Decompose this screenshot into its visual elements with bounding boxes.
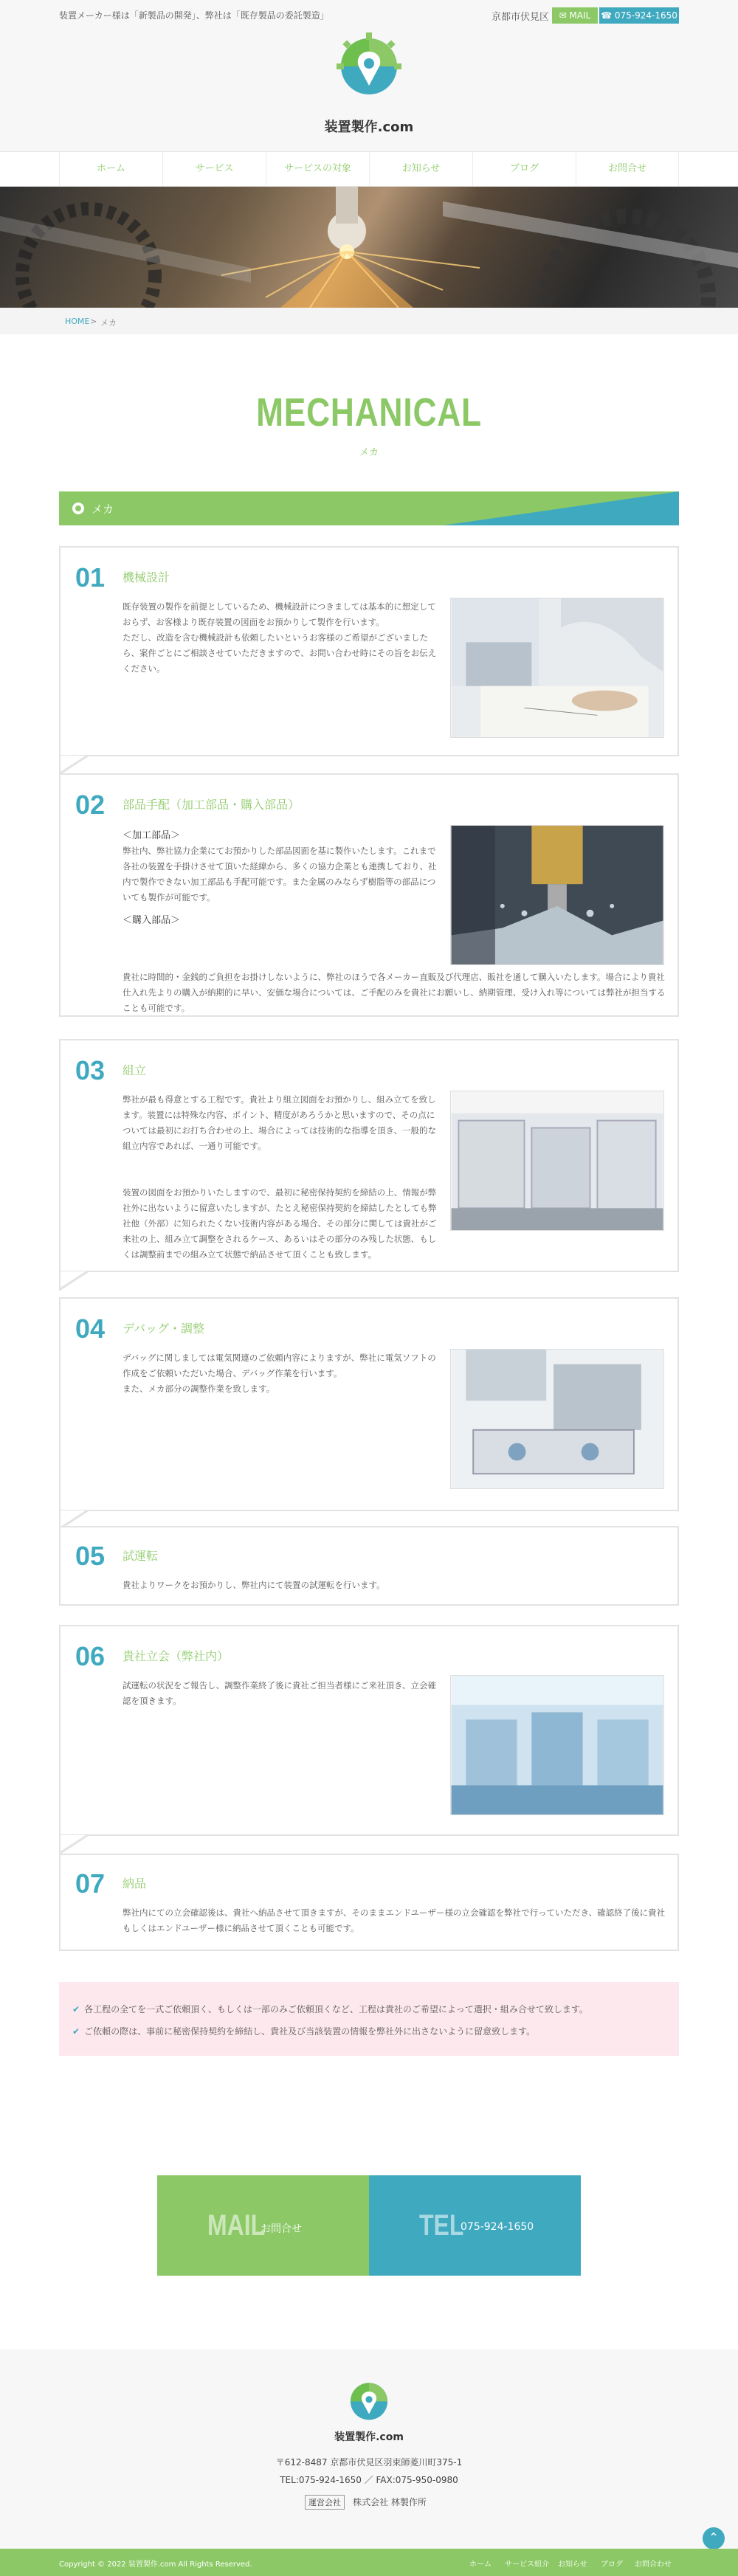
step-number: 06 [75, 1641, 106, 1671]
step-number: 01 [75, 562, 106, 593]
process-card-01 [59, 546, 679, 756]
step-title: 部品手配（加工部品・購入部品） [123, 798, 300, 812]
machining-photo [450, 825, 664, 965]
process-card-02 [59, 773, 679, 1017]
nav-service-targets[interactable]: サービスの対象 [266, 152, 369, 186]
breadcrumb-current: メカ [100, 318, 117, 328]
operator-name: 株式会社 林製作所 [353, 2497, 427, 2507]
step-title: デバッグ・調整 [123, 1322, 205, 1336]
phone-icon: ☎ [601, 10, 615, 21]
design-work-photo [450, 598, 664, 738]
factory-robot-photo [450, 1675, 664, 1815]
mail-button-label: MAIL [569, 10, 591, 21]
mail-button[interactable] [552, 7, 598, 24]
cta-tel-small: 075-924-1650 [461, 2221, 534, 2233]
step-text: 既存装置の製作を前提としているため、機械設計につきましては基本的に想定しておらず、お客様より既存装置の図面をお預かりして製作を行います。 ただし、改造を含む機械設計も依頼したいというお客様のご希望がございましたら、案件ごとにご相談させていただきますので、お問い合わせ時にその旨をお伝えください。 [123, 601, 437, 674]
footer-link-blog[interactable]: ブログ [601, 2561, 623, 2569]
footer-tel-fax: TEL:075-924-1650 ／ FAX:075-950-0980 [280, 2475, 458, 2485]
nav-home[interactable]: ホーム [59, 152, 162, 186]
cta-tel-big: TEL [419, 2209, 464, 2242]
process-card-03 [59, 1039, 679, 1272]
process-card-05 [59, 1526, 679, 1606]
operator-label: 運営会社 [305, 2495, 345, 2510]
tel-button-label: 075-924-1650 [614, 10, 677, 21]
page-subtitle: メカ [359, 447, 379, 458]
step-number: 02 [75, 790, 106, 820]
debug-equipment-photo [450, 1349, 664, 1489]
hero-image [0, 187, 738, 308]
mail-contact-button[interactable] [157, 2175, 369, 2276]
footer-link-home[interactable]: ホーム [469, 2561, 492, 2569]
step-number: 03 [75, 1055, 106, 1085]
step-text: 試運転の状況をご報告し、調整作業終了後に貴社ご担当者様にご来社頂き、立会確認を頂きます。 [123, 1680, 437, 1706]
footer-operator [305, 2494, 427, 2510]
chevron-up-icon[interactable]: ⌃ [703, 2527, 725, 2549]
cta-mail-small: お問合せ [261, 2223, 302, 2235]
breadcrumb-home[interactable]: HOME [65, 317, 90, 326]
step-text: デバッグに関しましては電気関連のご依頼内容によりますが、弊社に電気ソフトの作成をご依頼いただいた場合、デバッグ作業を行います。 また、メカ部分の調整作業を致します。 [123, 1353, 436, 1394]
footer-link-news[interactable]: お知らせ [558, 2561, 587, 2569]
check-icon: ✔ [72, 2004, 80, 2014]
step-title: 納品 [123, 1876, 147, 1890]
copyright: Copyright © 2022 装置製作.com All Rights Reserved. [59, 2561, 252, 2569]
tel-button[interactable] [599, 7, 679, 24]
site-logo[interactable] [332, 32, 406, 106]
nav-services[interactable]: サービス [162, 152, 266, 186]
footer-bottom-bar [0, 2549, 738, 2576]
notice-box [59, 1982, 679, 2056]
step-title: 試運転 [123, 1549, 159, 1563]
step-title: 組立 [123, 1063, 147, 1077]
tel-contact-button[interactable] [369, 2175, 581, 2276]
step-number: 07 [75, 1868, 106, 1899]
step-text: 貴社よりワークをお預かりし、弊社内にて装置の試運転を行います。 [123, 1580, 385, 1590]
step-text: 弊社内にての立会確認後は、貴社へ納品させて頂きますが、そのままエンドユーザー様の立会確認を弊社で行っていただき、確認終了後に貴社もしくはエンドユーザー様に納品させて頂くことも可能です。 [123, 1907, 666, 1933]
step-text-second: 装置の図面をお預かりいたしますので、最初に秘密保持契約を締結の上、情報が弊社外に出ないように留意いたしますが、たとえ秘密保持契約を締結したとしても弊社他（外部）に知られたくない技術内容がある場合、その部分に関しては貴社がご来社の上、組み立て調整をされるケース、あるいはその部分のみ残した状態、もしくは調整前までの組み立て状態で納品させて頂くことも致します。 [123, 1187, 437, 1260]
step-title: 貴社立会（弊社内） [123, 1649, 230, 1663]
check-icon: ✔ [72, 2026, 80, 2037]
step-text: 弊社が最も得意とする工程です。貴社より組立図面をお預かりし、組み立てを致します。装置には特殊な内容、ポイント、精度があろうかと思いますので、その点については最初にお打ち合わせの上、場合によっては技術的な指導を頂き、一般的な組立内容であれば、一通り可能です。 [123, 1094, 437, 1151]
nav-blog[interactable]: ブログ [472, 152, 576, 186]
logo-text: 装置製作.com [324, 120, 414, 135]
nav-news[interactable]: お知らせ [369, 152, 472, 186]
site-header [0, 0, 738, 151]
footer-link-services[interactable]: サービス紹介 [505, 2561, 549, 2569]
header-location: 京都市伏見区 [492, 12, 550, 23]
main-nav [0, 151, 738, 187]
circle-bullet-icon [72, 503, 84, 514]
nav-contact[interactable]: お問合せ [576, 152, 679, 186]
footer-address: 〒612-8487 京都市伏見区羽束師菱川町375-1 [275, 2457, 463, 2468]
process-card-07 [59, 1854, 679, 1951]
footer-logo-text: 装置製作.com [334, 2431, 404, 2443]
section-label: メカ [92, 503, 114, 516]
breadcrumb [0, 308, 738, 334]
step-number: 05 [75, 1541, 106, 1571]
footer-link-contact[interactable]: お問合わせ [635, 2561, 672, 2569]
cta-mail-big: MAIL [207, 2209, 266, 2242]
envelope-icon: ✉ [559, 10, 570, 21]
step-number: 04 [75, 1313, 106, 1344]
page-title: MECHANICAL [256, 390, 482, 435]
section-header-bar [59, 491, 679, 525]
site-footer [0, 2349, 738, 2549]
assembly-line-photo [450, 1091, 664, 1231]
breadcrumb-separator: > [90, 317, 97, 326]
notice-item: ✔ 各工程の全てを一式ご依頼頂く、もしくは一部のみご依頼頂くなど、工程は貴社のご希望によって選択・組み合せて致します。 [72, 2004, 588, 2014]
step-title: 機械設計 [123, 570, 170, 584]
step-text-continued: 貴社に時間的・金銭的ご負担をお掛けしないように、弊社のほうで各メーカー直販及び代理店、販社を通して購入いたします。場合により貴社仕入れ先よりの購入が納期的に早い、安価な場合については、ご手配のみを貴社にお願いし、納期管理、受け入れ等については弊社が担当することも可能です。 [123, 972, 666, 1013]
notice-item: ✔ ご依頼の際は、事前に秘密保持契約を締結し、貴社及び当該装置の情報を弊社外に出さないように留意致します。 [72, 2026, 536, 2037]
header-tagline: 装置メーカー様は「新製品の開発」、弊社は「既存製品の委託製造」 [59, 10, 329, 21]
footer-logo[interactable] [345, 2379, 393, 2428]
process-card-04 [59, 1297, 679, 1511]
process-card-06 [59, 1625, 679, 1836]
step-text: ＜加工部品＞ 弊社内、弊社協力企業にてお預かりした部品図面を基に製作いたします。これまで各社の装置を手掛けさせて頂いた経緯から、多くの協力企業とも連携しており、社内で製作できない加工部品も手配可能です。また金属のみならず樹脂等の部品についても製作が可能です。 ＜購入部品＞ [123, 830, 437, 926]
